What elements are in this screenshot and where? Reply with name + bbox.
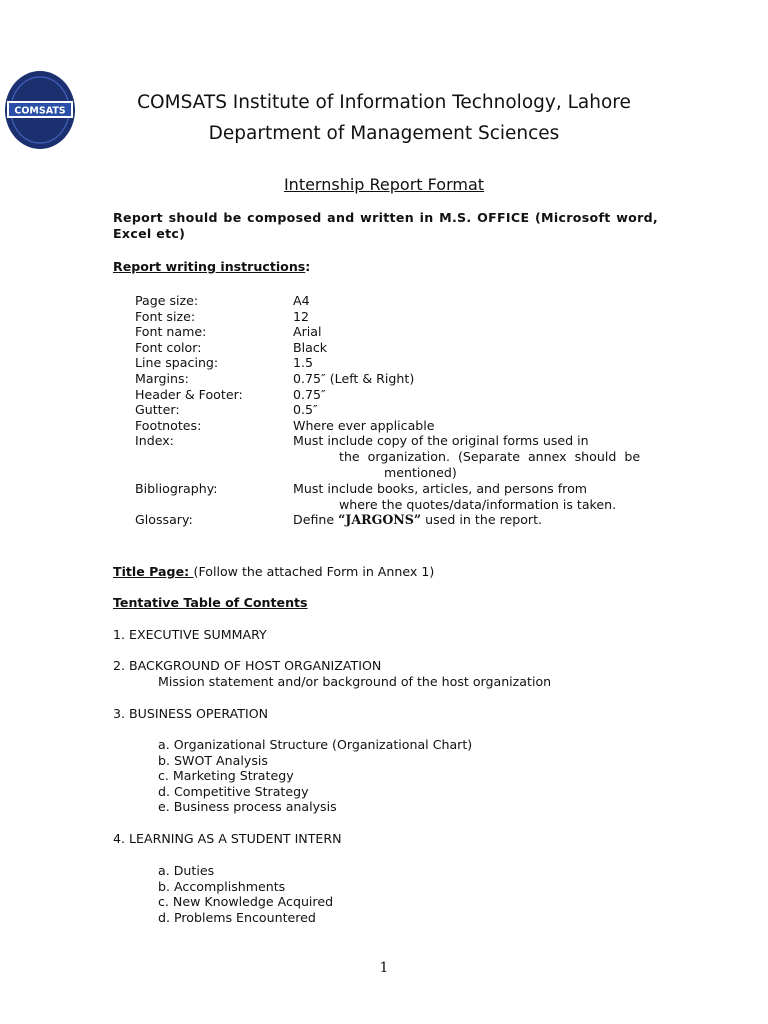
toc-subitem: d. Competitive Strategy	[158, 783, 309, 799]
glossary-label: Glossary:	[135, 512, 193, 528]
bibliography-label: Bibliography:	[135, 481, 218, 497]
index-label: Index:	[135, 433, 174, 449]
spec-value: 0.5″	[293, 402, 318, 418]
spec-value: 0.75″	[293, 386, 326, 402]
spec-label: Font name:	[135, 324, 207, 340]
department-name: Department of Management Sciences	[208, 123, 560, 144]
toc-section-2-description: Mission statement and/or background of the host organization	[158, 674, 552, 689]
intro-paragraph: Report should be composed and written in M.S. OFFICE (Microsoft word, Excel etc)	[113, 210, 658, 241]
spec-label: Page size:	[135, 293, 199, 308]
spec-value: Where ever applicable	[293, 417, 435, 433]
index-line-2: the organization. (Separate annex should be	[339, 449, 641, 464]
page-number: 1	[379, 960, 389, 976]
index-line-3: mentioned)	[384, 464, 457, 480]
title-page-text: (Follow the attached Form in Annex 1)	[193, 564, 435, 579]
spec-label: Line spacing:	[135, 355, 219, 371]
bibliography-line-1: Must include books, articles, and persons from	[293, 481, 588, 497]
spec-value: Arial	[293, 324, 322, 340]
toc-section-1: 1. EXECUTIVE SUMMARY	[113, 627, 267, 642]
spec-value: Black	[293, 339, 328, 355]
institute-name: COMSATS Institute of Information Technology, Lahore	[137, 92, 631, 113]
instructions-heading	[113, 259, 310, 275]
document-title: Internship Report Format	[283, 175, 485, 194]
spec-label: Gutter:	[135, 402, 180, 418]
glossary-suffix: used in the report.	[421, 512, 543, 528]
spec-value: A4	[293, 293, 310, 308]
index-line-1: Must include copy of the original forms used in	[293, 433, 589, 449]
glossary-prefix: Define	[293, 512, 339, 528]
instructions-heading-colon: :	[305, 259, 311, 274]
spec-label: Header & Footer:	[135, 386, 243, 402]
bibliography-line-2: where the quotes/data/information is taken.	[339, 496, 617, 512]
glossary-jargons: “JARGONS”	[338, 512, 422, 528]
toc-subitem: a. Duties	[158, 863, 215, 878]
spec-label: Font color:	[135, 339, 202, 355]
toc-subitem: a. Organizational Structure (Organizational Chart)	[158, 737, 473, 752]
toc-section-3: 3. BUSINESS OPERATION	[113, 706, 269, 721]
title-page-label: Title Page:	[113, 564, 194, 579]
toc-subitem: b. Accomplishments	[158, 878, 286, 894]
spec-value: 12	[293, 308, 310, 324]
title-page-line	[113, 564, 434, 580]
toc-heading: Tentative Table of Contents	[113, 595, 308, 610]
toc-subitem: c. New Knowledge Acquired	[158, 894, 334, 910]
toc-subitem: c. Marketing Strategy	[158, 768, 294, 784]
glossary-value	[293, 512, 542, 528]
spec-value: 1.5	[293, 355, 314, 371]
toc-subitem: e. Business process analysis	[158, 799, 337, 815]
spec-label: Font size:	[135, 308, 196, 324]
toc-section-4: 4. LEARNING AS A STUDENT INTERN	[113, 831, 342, 846]
spec-label: Footnotes:	[135, 417, 202, 433]
toc-section-2: 2. BACKGROUND OF HOST ORGANIZATION	[113, 658, 382, 673]
toc-subitem: d. Problems Encountered	[158, 909, 316, 925]
spec-label: Margins:	[135, 371, 189, 386]
toc-subitem: b. SWOT Analysis	[158, 752, 268, 768]
logo-text: COMSATS	[14, 105, 66, 117]
spec-value: 0.75″ (Left & Right)	[293, 371, 415, 386]
instructions-heading-text: Report writing instructions	[113, 259, 306, 274]
